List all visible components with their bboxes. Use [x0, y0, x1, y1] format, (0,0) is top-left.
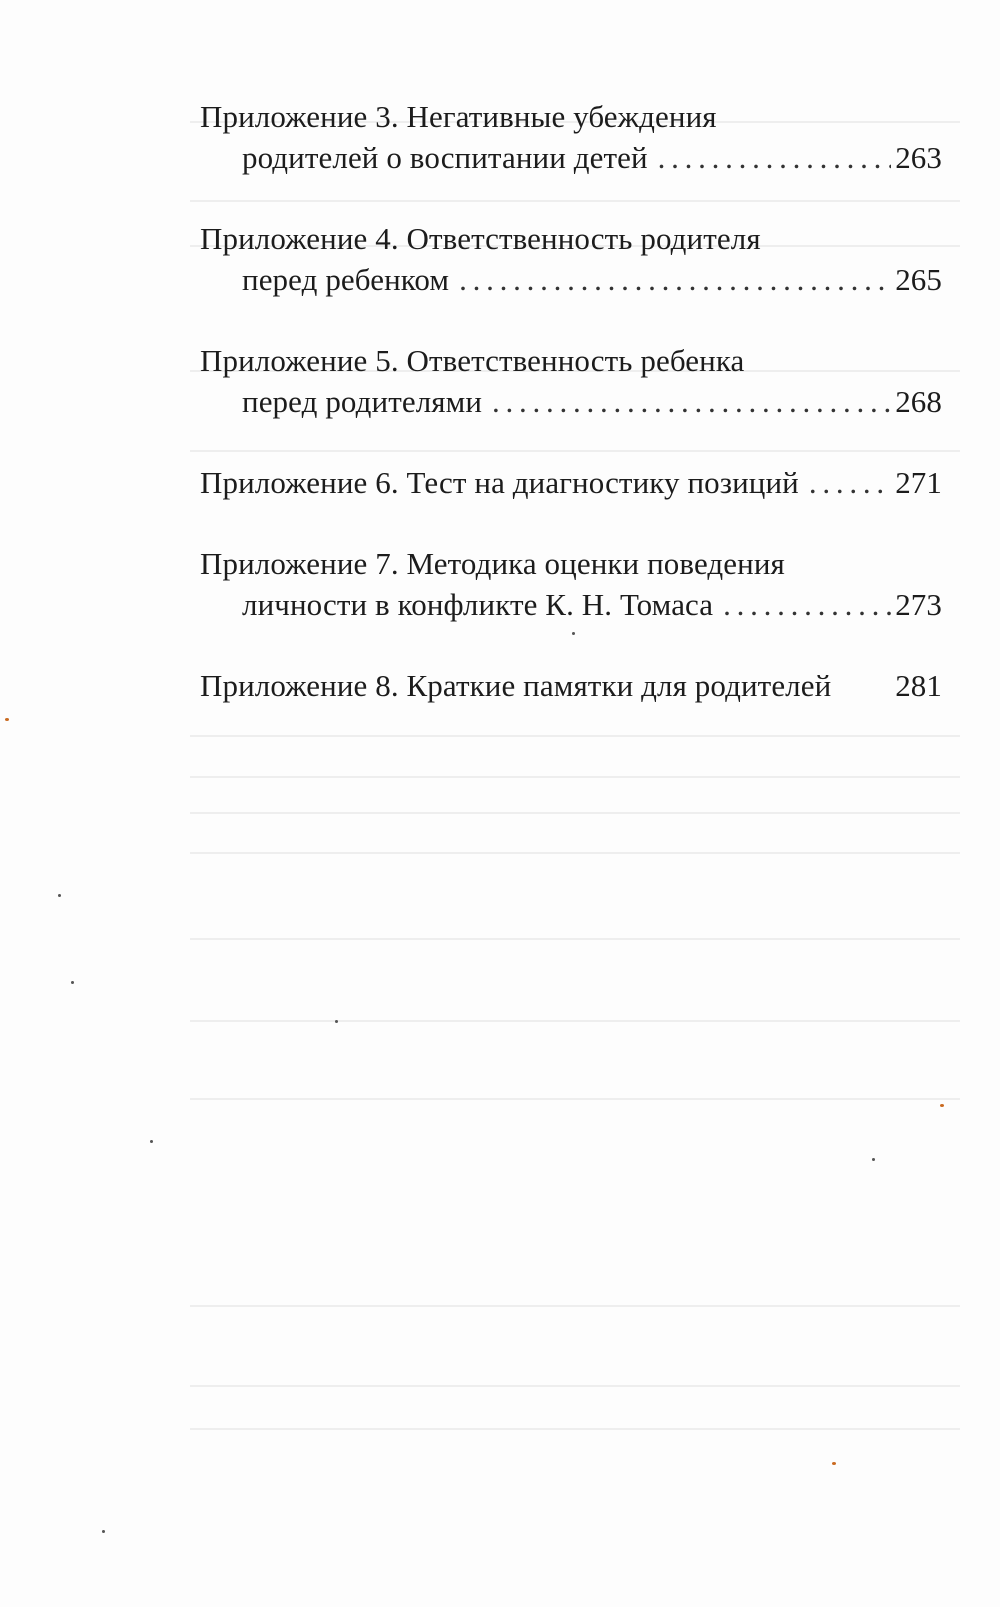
toc-page-number: 281 [895, 668, 942, 703]
toc-entry-title-continued: перед родителями [242, 384, 483, 419]
toc-line [200, 340, 942, 381]
toc-entry-title: Приложение 7. Методика оценки поведения [200, 546, 785, 581]
dot-leader [809, 462, 891, 503]
toc-entry-title: Приложение 3. Негативные убеждения [200, 99, 717, 134]
scan-speck [5, 718, 9, 721]
toc-line [200, 259, 942, 300]
toc-line [200, 137, 942, 178]
dot-leader [459, 259, 891, 300]
bleed-through-line [190, 735, 960, 737]
bleed-through-line [190, 776, 960, 778]
toc-entry-title: Приложение 8. Краткие памятки для родителей [200, 668, 832, 703]
bleed-through-line [190, 852, 960, 854]
toc-page-number: 263 [895, 140, 942, 175]
toc-page-number: 265 [895, 262, 942, 297]
scan-speck [335, 1020, 338, 1023]
toc-line [200, 584, 942, 625]
scan-speck [872, 1158, 875, 1161]
toc-line [200, 665, 942, 706]
scan-speck [58, 894, 61, 897]
toc-entry-title: Приложение 5. Ответственность ребенка [200, 343, 745, 378]
toc-line [200, 381, 942, 422]
toc-page-number: 273 [895, 587, 942, 622]
toc-entry-title: Приложение 6. Тест на диагностику позиций [200, 465, 799, 500]
bleed-through-line [190, 1098, 960, 1100]
scan-speck [150, 1140, 153, 1143]
toc-line [200, 462, 942, 503]
toc-line [200, 543, 942, 584]
toc-entry-appendix-8[interactable] [200, 665, 942, 706]
toc-entry-title-continued: родителей о воспитании детей [242, 140, 648, 175]
toc-page-number: 268 [895, 384, 942, 419]
toc-entry-title-continued: перед ребенком [242, 262, 450, 297]
toc-line [200, 96, 942, 137]
scan-speck [102, 1530, 105, 1533]
toc-entry-appendix-5[interactable] [200, 340, 942, 422]
bleed-through-line [190, 1020, 960, 1022]
dot-leader [658, 137, 892, 178]
bleed-through-line [190, 938, 960, 940]
toc-entry-title-continued: личности в конфликте К. Н. Томаса [242, 587, 714, 622]
dot-leader [723, 584, 891, 625]
table-of-contents [200, 96, 942, 706]
toc-page-number: 271 [895, 465, 942, 500]
toc-entry-title: Приложение 4. Ответственность родителя [200, 221, 761, 256]
bleed-through-line [190, 1428, 960, 1430]
bleed-through-line [190, 1385, 960, 1387]
bleed-through-line [190, 1305, 960, 1307]
toc-entry-appendix-3[interactable] [200, 96, 942, 178]
toc-entry-appendix-7[interactable] [200, 543, 942, 625]
scan-speck [832, 1462, 836, 1465]
toc-line [200, 218, 942, 259]
scan-speck [572, 632, 575, 635]
dot-leader [492, 381, 891, 422]
bleed-through-line [190, 812, 960, 814]
toc-entry-appendix-6[interactable] [200, 462, 942, 503]
scan-speck [71, 981, 74, 984]
toc-entry-appendix-4[interactable] [200, 218, 942, 300]
scan-speck [940, 1104, 944, 1107]
